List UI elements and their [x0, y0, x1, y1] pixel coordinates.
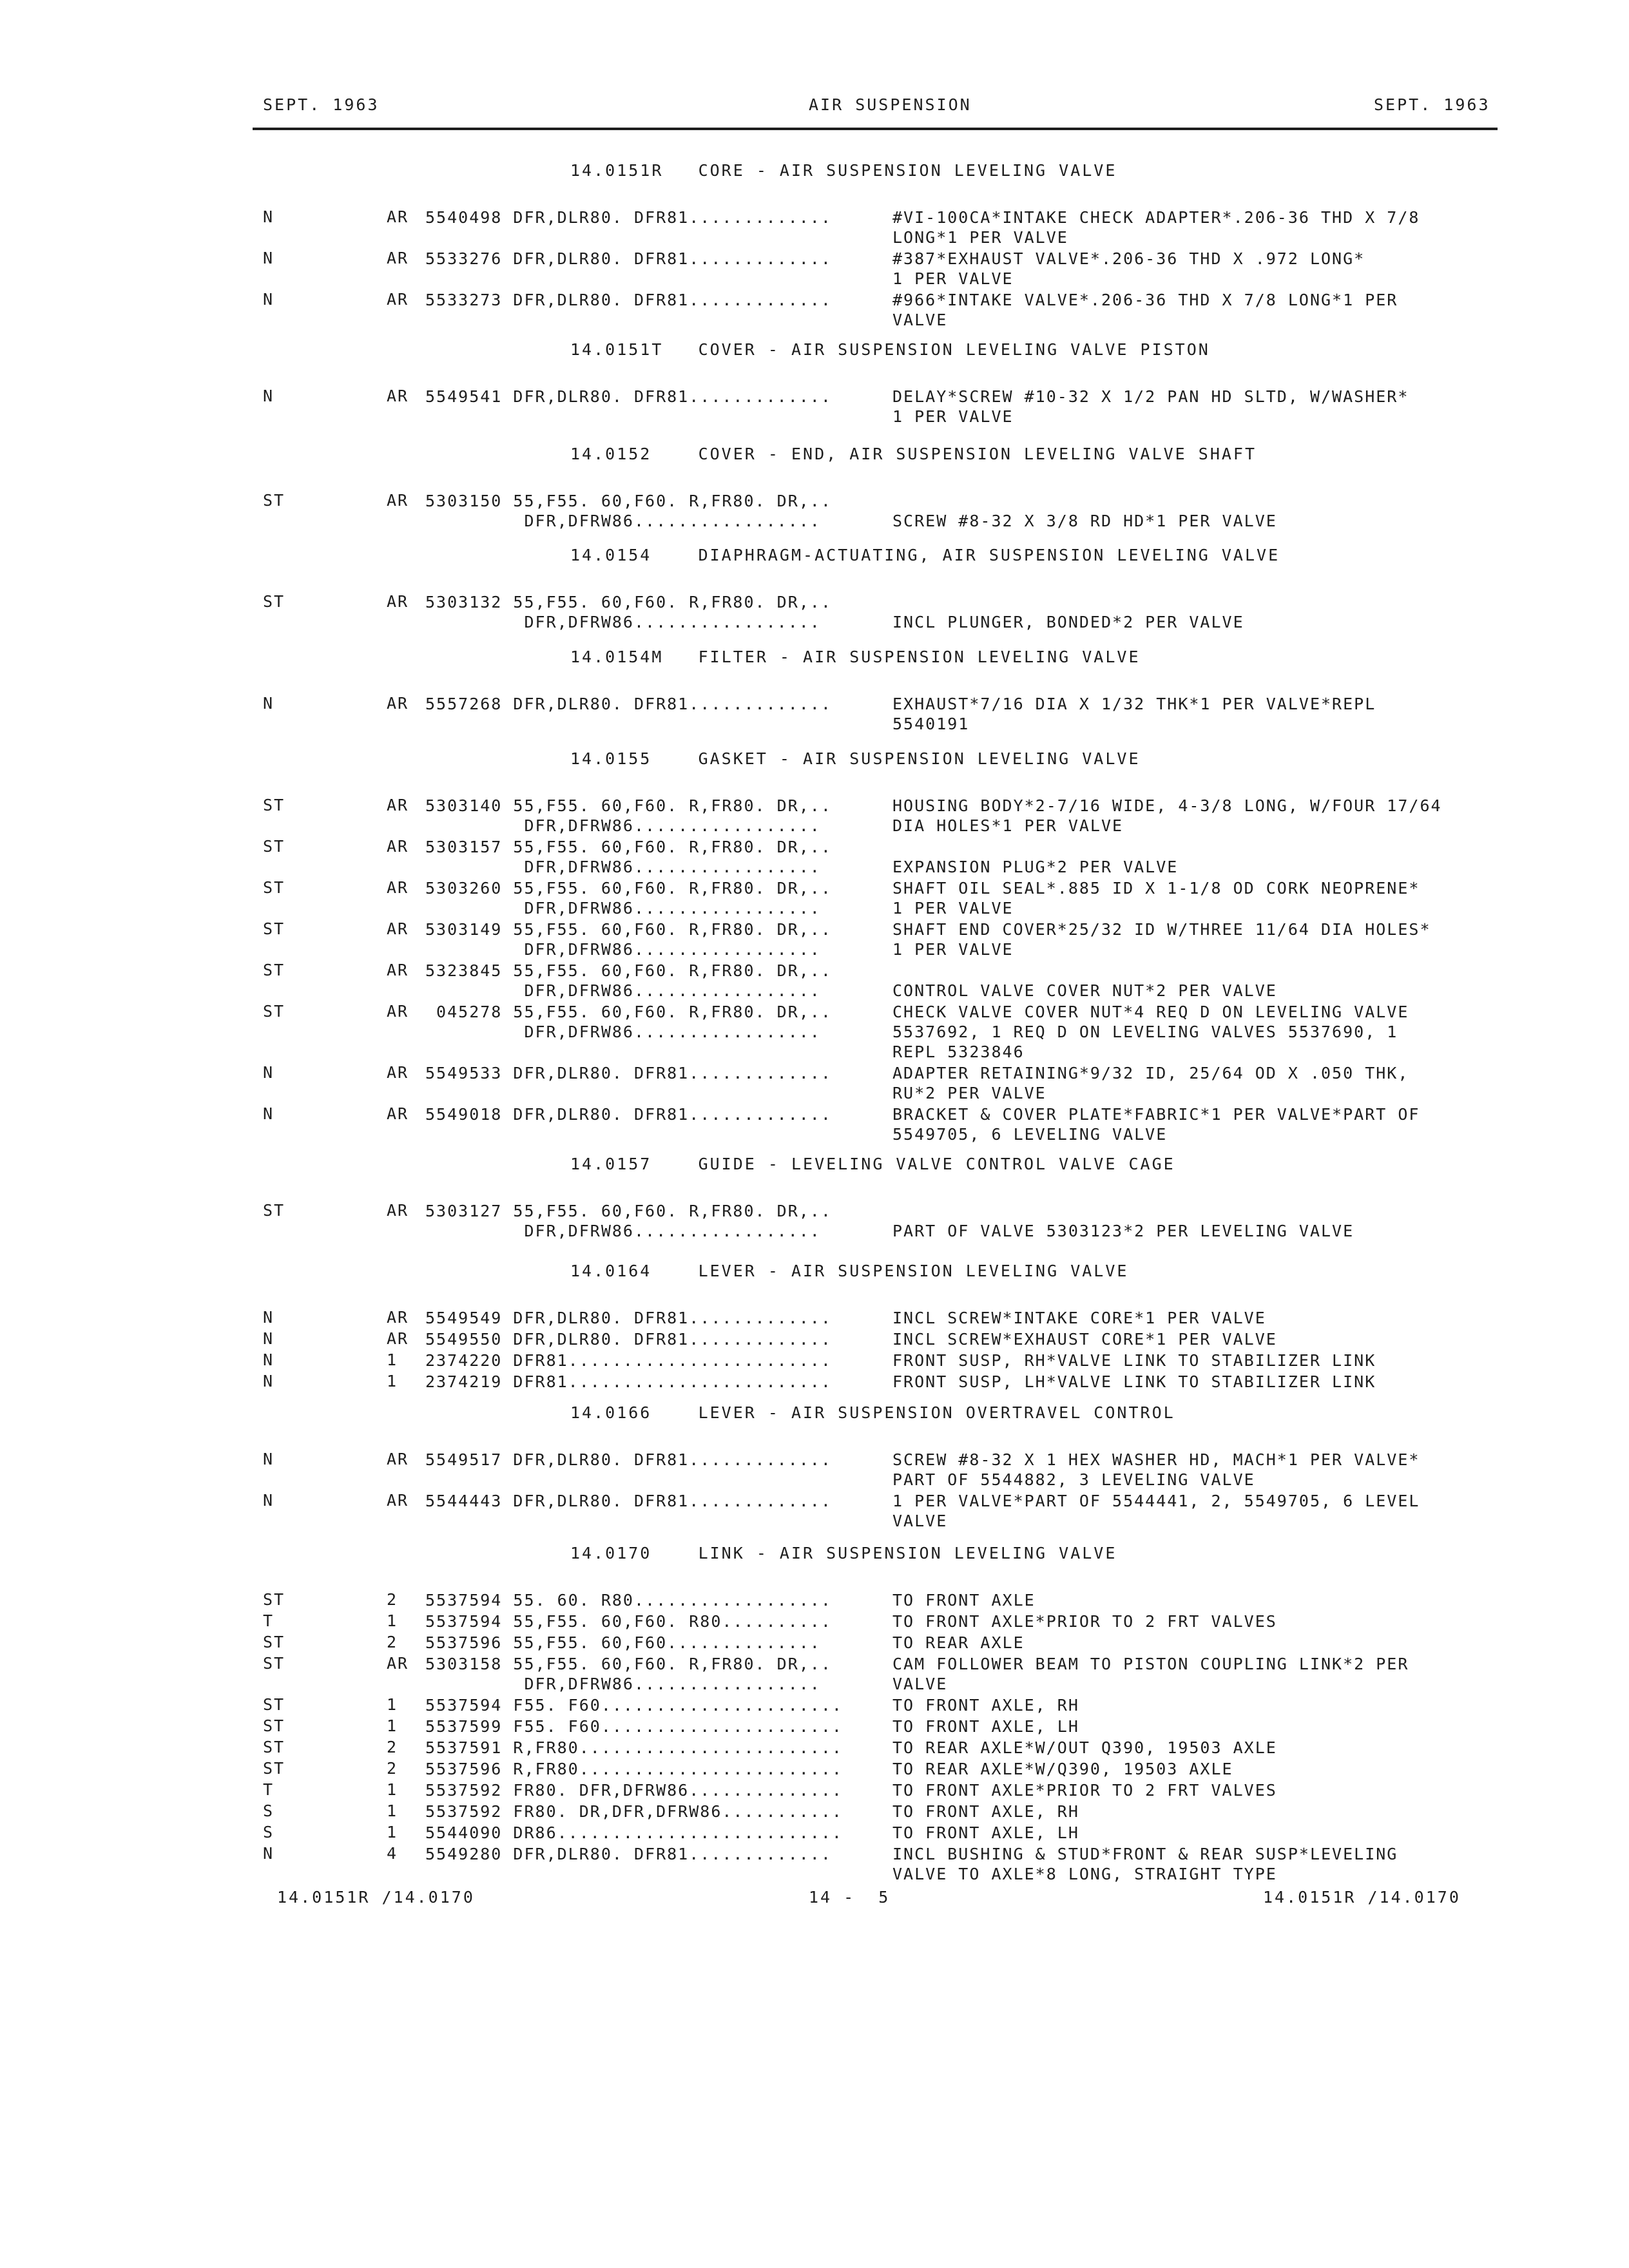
part-description [892, 1716, 1511, 1736]
part-description-line: TO FRONT AXLE [892, 1591, 1036, 1610]
part-description-line: 1 PER VALVE*PART OF 5544441, 2, 5549705, 6 LEVEL [892, 1492, 1420, 1510]
part-quantity: 1 [387, 1372, 398, 1390]
part-description-line: TO FRONT AXLE, RH [892, 1696, 1079, 1715]
section-title: 14.0151R CORE - AIR SUSPENSION LEVELING VALVE [570, 161, 1117, 180]
part-description [892, 1844, 1511, 1884]
part-number-line: 5540498 DFR,DLR80. DFR81............. [425, 208, 832, 227]
part-quantity: AR [387, 1201, 409, 1220]
part-description [892, 1329, 1511, 1349]
part-status-code: S [263, 1802, 275, 1820]
part-number-models [425, 1759, 876, 1779]
part-quantity: AR [387, 919, 409, 938]
part-description-line: 5549705, 6 LEVELING VALVE [892, 1125, 1168, 1144]
part-description-line: INCL SCREW*EXHAUST CORE*1 PER VALVE [892, 1330, 1277, 1349]
part-number-models [425, 1716, 876, 1736]
part-number-line: DFR,DFRW86................. [425, 512, 821, 530]
section-title: 14.0155 GASKET - AIR SUSPENSION LEVELING VALVE [570, 749, 1141, 768]
part-description-line: VALVE TO AXLE*8 LONG, STRAIGHT TYPE [892, 1865, 1277, 1883]
part-description-line: 1 PER VALVE [892, 407, 1014, 426]
part-status-code: ST [263, 1201, 285, 1220]
part-number-models [425, 1611, 876, 1631]
part-description [892, 1590, 1511, 1610]
part-description [892, 1063, 1511, 1103]
part-status-code: N [263, 1329, 275, 1348]
part-description-line: PART OF VALVE 5303123*2 PER LEVELING VALVE [892, 1222, 1354, 1240]
part-description-line: TO REAR AXLE [892, 1633, 1025, 1652]
part-description-line [892, 1201, 1511, 1221]
part-description [892, 961, 1511, 1001]
part-number-models [425, 207, 876, 227]
part-number-models [425, 290, 876, 310]
part-quantity: AR [387, 694, 409, 713]
part-description [892, 1654, 1511, 1694]
part-quantity: AR [387, 1308, 409, 1327]
part-quantity: AR [387, 592, 409, 611]
part-description-line: LONG*1 PER VALVE [892, 228, 1068, 247]
part-description [892, 796, 1511, 836]
part-number-line: 045278 55,F55. 60,F60. R,FR80. DR,.. [425, 1003, 832, 1021]
part-number-line: 5549517 DFR,DLR80. DFR81............. [425, 1450, 832, 1469]
part-number-line: 5549018 DFR,DLR80. DFR81............. [425, 1105, 832, 1124]
part-number-line: DFR,DFRW86................. [425, 899, 821, 918]
section-title: 14.0166 LEVER - AIR SUSPENSION OVERTRAVEL CONTROL [570, 1403, 1175, 1422]
part-quantity: 1 [387, 1780, 398, 1799]
part-status-code: N [263, 1844, 275, 1863]
section-title: 14.0154M FILTER - AIR SUSPENSION LEVELING VALVE [570, 648, 1141, 666]
part-status-code: T [263, 1780, 275, 1799]
part-number-models [425, 919, 876, 959]
section-title: 14.0170 LINK - AIR SUSPENSION LEVELING VALVE [570, 1544, 1117, 1562]
part-number-line: DFR,DFRW86................. [425, 613, 821, 631]
part-status-code: ST [263, 592, 285, 611]
part-quantity: 2 [387, 1738, 398, 1756]
part-description-line [892, 592, 1511, 612]
part-description-line: TO FRONT AXLE*PRIOR TO 2 FRT VALVES [892, 1612, 1277, 1631]
part-description-line: 5540191 [892, 715, 970, 733]
part-quantity: AR [387, 1104, 409, 1123]
part-status-code: N [263, 387, 275, 405]
part-description-line: #387*EXHAUST VALVE*.206-36 THD X .972 LONG* [892, 249, 1365, 268]
part-quantity: AR [387, 290, 409, 309]
part-quantity: AR [387, 961, 409, 979]
part-number-line: DFR,DFRW86................. [425, 816, 821, 835]
part-number-line: 5537594 F55. F60...................... [425, 1696, 843, 1715]
part-description-line: ADAPTER RETAINING*9/32 ID, 25/64 OD X .050 THK, [892, 1064, 1409, 1082]
part-quantity: AR [387, 387, 409, 405]
part-description-line: TO FRONT AXLE, LH [892, 1823, 1079, 1842]
part-description [892, 1695, 1511, 1715]
part-description [892, 1372, 1511, 1392]
section-title: 14.0157 GUIDE - LEVELING VALVE CONTROL VALVE CAGE [570, 1155, 1175, 1173]
part-number-line: 5537592 FR80. DFR,DFRW86.............. [425, 1781, 843, 1800]
part-quantity: 1 [387, 1716, 398, 1735]
part-status-code: N [263, 207, 275, 226]
part-description [892, 1104, 1511, 1144]
part-description [892, 1491, 1511, 1531]
header-date-left: SEPT. 1963 [263, 95, 380, 114]
part-number-models [425, 796, 876, 836]
part-description-line: SCREW #8-32 X 1 HEX WASHER HD, MACH*1 PER VALVE* [892, 1450, 1420, 1469]
part-description-line: 1 PER VALVE [892, 269, 1014, 288]
part-number-models [425, 1654, 876, 1694]
part-description-line: SCREW #8-32 X 3/8 RD HD*1 PER VALVE [892, 512, 1277, 530]
part-quantity: AR [387, 249, 409, 267]
part-number-models [425, 878, 876, 918]
part-status-code: ST [263, 1002, 285, 1021]
part-quantity: 2 [387, 1759, 398, 1778]
part-number-line: 5537596 55,F55. 60,F60.............. [425, 1633, 821, 1652]
part-number-models [425, 491, 876, 531]
part-status-code: N [263, 1372, 275, 1390]
part-description-line: DELAY*SCREW #10-32 X 1/2 PAN HD SLTD, W/WASHER* [892, 387, 1409, 406]
part-description [892, 1802, 1511, 1821]
header-title: AIR SUSPENSION [809, 95, 972, 114]
part-status-code: N [263, 1350, 275, 1369]
part-number-line: 5303260 55,F55. 60,F60. R,FR80. DR,.. [425, 879, 832, 898]
part-description [892, 1201, 1511, 1241]
part-number-line: DFR,DFRW86................. [425, 1023, 821, 1041]
part-quantity: AR [387, 1491, 409, 1510]
part-description-line: INCL SCREW*INTAKE CORE*1 PER VALVE [892, 1309, 1266, 1327]
part-number-line: 5303157 55,F55. 60,F60. R,FR80. DR,.. [425, 838, 832, 856]
part-number-models [425, 837, 876, 877]
part-number-line: 5549541 DFR,DLR80. DFR81............. [425, 387, 832, 406]
part-description [892, 1308, 1511, 1328]
part-description-line: INCL BUSHING & STUD*FRONT & REAR SUSP*LEVELING [892, 1845, 1398, 1863]
part-description-line: SHAFT END COVER*25/32 ID W/THREE 11/64 DIA HOLES* [892, 920, 1431, 939]
part-number-line: 5537594 55. 60. R80.................. [425, 1591, 832, 1610]
part-description-line: CHECK VALVE COVER NUT*4 REQ D ON LEVELING VALVE [892, 1003, 1409, 1021]
part-quantity: 1 [387, 1611, 398, 1630]
part-number-line: 5303149 55,F55. 60,F60. R,FR80. DR,.. [425, 920, 832, 939]
part-number-models [425, 1350, 876, 1370]
part-status-code: ST [263, 1590, 285, 1609]
part-description [892, 1611, 1511, 1631]
footer-range-left: 14.0151R /14.0170 [277, 1888, 475, 1907]
part-description [892, 694, 1511, 734]
part-description-line: CONTROL VALVE COVER NUT*2 PER VALVE [892, 981, 1277, 1000]
part-description-line: #966*INTAKE VALVE*.206-36 THD X 7/8 LONG*1 PER [892, 291, 1398, 309]
part-quantity: AR [387, 207, 409, 226]
part-quantity: 1 [387, 1802, 398, 1820]
part-description-line: EXHAUST*7/16 DIA X 1/32 THK*1 PER VALVE*REPL [892, 695, 1376, 713]
part-description-line: TO REAR AXLE*W/Q390, 19503 AXLE [892, 1760, 1233, 1778]
part-quantity: 1 [387, 1823, 398, 1841]
part-number-models [425, 1308, 876, 1328]
part-status-code: ST [263, 1633, 285, 1651]
part-number-models [425, 1063, 876, 1083]
section-title: 14.0151T COVER - AIR SUSPENSION LEVELING VALVE PISTON [570, 340, 1210, 359]
part-number-line: DFR,DFRW86................. [425, 858, 821, 876]
part-description [892, 1759, 1511, 1779]
part-status-code: N [263, 290, 275, 309]
part-description-line [892, 837, 1511, 857]
part-description-line: #VI-100CA*INTAKE CHECK ADAPTER*.206-36 THD X 7/8 [892, 208, 1420, 227]
part-number-line: 5549550 DFR,DLR80. DFR81............. [425, 1330, 832, 1349]
part-status-code: N [263, 1104, 275, 1123]
part-description [892, 878, 1511, 918]
part-quantity: 2 [387, 1590, 398, 1609]
part-description-line: PART OF 5544882, 3 LEVELING VALVE [892, 1470, 1255, 1489]
part-description [892, 1002, 1511, 1062]
footer-page-number: 14 - 5 [809, 1888, 891, 1907]
part-number-line: 5303158 55,F55. 60,F60. R,FR80. DR,.. [425, 1655, 832, 1673]
part-number-models [425, 1491, 876, 1511]
part-description-line: SHAFT OIL SEAL*.885 ID X 1-1/8 OD CORK NEOPRENE* [892, 879, 1420, 898]
part-description [892, 837, 1511, 877]
part-status-code: N [263, 1491, 275, 1510]
part-description-line: TO FRONT AXLE, LH [892, 1717, 1079, 1736]
part-number-line: 5537596 R,FR80........................ [425, 1760, 843, 1778]
part-quantity: AR [387, 1002, 409, 1021]
part-status-code: ST [263, 1738, 285, 1756]
part-number-models [425, 1780, 876, 1800]
part-description-line: REPL 5323846 [892, 1043, 1025, 1061]
part-description-line: TO FRONT AXLE, RH [892, 1802, 1079, 1821]
part-description-line: HOUSING BODY*2-7/16 WIDE, 4-3/8 LONG, W/FOUR 17/64 [892, 796, 1442, 815]
part-number-line: 5303127 55,F55. 60,F60. R,FR80. DR,.. [425, 1202, 832, 1220]
part-status-code: ST [263, 491, 285, 510]
part-status-code: N [263, 1308, 275, 1327]
part-quantity: AR [387, 837, 409, 856]
part-status-code: ST [263, 1695, 285, 1714]
part-description-line: VALVE [892, 1512, 948, 1530]
part-quantity: AR [387, 491, 409, 510]
part-number-models [425, 249, 876, 269]
part-number-line: 5544090 DR86.......................... [425, 1823, 843, 1842]
part-description [892, 207, 1511, 247]
part-description [892, 1738, 1511, 1758]
section-title: 14.0152 COVER - END, AIR SUSPENSION LEVELING VALVE SHAFT [570, 445, 1257, 463]
part-number-models [425, 694, 876, 714]
part-description-line: BRACKET & COVER PLATE*FABRIC*1 PER VALVE*PART OF [892, 1105, 1420, 1124]
part-number-line: 5537592 FR80. DR,DFR,DFRW86........... [425, 1802, 843, 1821]
part-description-line: 5537692, 1 REQ D ON LEVELING VALVES 5537690, 1 [892, 1023, 1398, 1041]
part-number-line: 5533276 DFR,DLR80. DFR81............. [425, 249, 832, 268]
part-status-code: ST [263, 1759, 285, 1778]
part-description-line [892, 961, 1511, 981]
part-number-line: 5533273 DFR,DLR80. DFR81............. [425, 291, 832, 309]
header-rule [253, 128, 1498, 130]
part-number-models [425, 1590, 876, 1610]
part-number-line: 5537599 F55. F60...................... [425, 1717, 843, 1736]
part-description [892, 387, 1511, 427]
part-quantity: 1 [387, 1350, 398, 1369]
part-description [892, 249, 1511, 289]
part-number-line: 5549533 DFR,DLR80. DFR81............. [425, 1064, 832, 1082]
part-status-code: ST [263, 1716, 285, 1735]
part-description-line: EXPANSION PLUG*2 PER VALVE [892, 858, 1179, 876]
part-number-models [425, 592, 876, 632]
part-number-line: 2374220 DFR81........................ [425, 1351, 832, 1370]
part-number-line: 5303140 55,F55. 60,F60. R,FR80. DR,.. [425, 796, 832, 815]
part-number-line: 2374219 DFR81........................ [425, 1372, 832, 1391]
part-number-line: 5537591 R,FR80........................ [425, 1738, 843, 1757]
part-number-line: 5303150 55,F55. 60,F60. R,FR80. DR,.. [425, 492, 832, 510]
footer-range-right: 14.0151R /14.0170 [1263, 1888, 1461, 1907]
part-description [892, 1780, 1511, 1800]
part-status-code: T [263, 1611, 275, 1630]
part-description-line: 1 PER VALVE [892, 899, 1014, 918]
part-description [892, 1350, 1511, 1370]
part-description [892, 1450, 1511, 1490]
part-status-code: S [263, 1823, 275, 1841]
part-description [892, 1823, 1511, 1843]
part-number-line: 5549549 DFR,DLR80. DFR81............. [425, 1309, 832, 1327]
part-description [892, 290, 1511, 330]
part-description [892, 592, 1511, 632]
part-quantity: 2 [387, 1633, 398, 1651]
part-number-line: 5557268 DFR,DLR80. DFR81............. [425, 695, 832, 713]
part-status-code: ST [263, 837, 285, 856]
part-description-line: FRONT SUSP, RH*VALVE LINK TO STABILIZER LINK [892, 1351, 1376, 1370]
part-number-models [425, 387, 876, 407]
part-number-models [425, 961, 876, 1001]
part-status-code: ST [263, 961, 285, 979]
part-status-code: ST [263, 878, 285, 897]
part-number-models [425, 1802, 876, 1821]
part-number-models [425, 1695, 876, 1715]
section-title: 14.0154 DIAPHRAGM-ACTUATING, AIR SUSPENSION LEVELING VALVE [570, 546, 1280, 564]
part-quantity: AR [387, 1063, 409, 1082]
part-number-line: 5323845 55,F55. 60,F60. R,FR80. DR,.. [425, 961, 832, 980]
part-number-line: 5549280 DFR,DLR80. DFR81............. [425, 1845, 832, 1863]
part-quantity: 1 [387, 1695, 398, 1714]
part-description-line: VALVE [892, 1675, 948, 1693]
part-number-line: DFR,DFRW86................. [425, 1222, 821, 1240]
part-status-code: ST [263, 1654, 285, 1673]
part-status-code: N [263, 694, 275, 713]
part-status-code: N [263, 1063, 275, 1082]
header-date-right: SEPT. 1963 [1374, 95, 1490, 114]
part-number-line: DFR,DFRW86................. [425, 981, 821, 1000]
part-number-line: 5544443 DFR,DLR80. DFR81............. [425, 1492, 832, 1510]
part-quantity: AR [387, 796, 409, 814]
part-description-line: DIA HOLES*1 PER VALVE [892, 816, 1124, 835]
part-quantity: AR [387, 1654, 409, 1673]
part-number-models [425, 1201, 876, 1241]
part-number-models [425, 1823, 876, 1843]
part-number-models [425, 1104, 876, 1124]
part-quantity: AR [387, 1329, 409, 1348]
part-number-models [425, 1002, 876, 1042]
part-description [892, 491, 1511, 531]
part-description-line: INCL PLUNGER, BONDED*2 PER VALVE [892, 613, 1244, 631]
part-quantity: 4 [387, 1844, 398, 1863]
part-description-line: TO REAR AXLE*W/OUT Q390, 19503 AXLE [892, 1738, 1277, 1757]
part-number-models [425, 1450, 876, 1470]
part-status-code: ST [263, 796, 285, 814]
part-status-code: N [263, 1450, 275, 1468]
part-description [892, 919, 1511, 959]
part-description-line: CAM FOLLOWER BEAM TO PISTON COUPLING LINK*2 PER [892, 1655, 1409, 1673]
section-title: 14.0164 LEVER - AIR SUSPENSION LEVELING VALVE [570, 1262, 1129, 1280]
part-number-models [425, 1329, 876, 1349]
part-quantity: AR [387, 1450, 409, 1468]
part-status-code: ST [263, 919, 285, 938]
part-description-line: FRONT SUSP, LH*VALVE LINK TO STABILIZER LINK [892, 1372, 1376, 1391]
part-number-models [425, 1844, 876, 1864]
part-description [892, 1633, 1511, 1653]
part-description-line: TO FRONT AXLE*PRIOR TO 2 FRT VALVES [892, 1781, 1277, 1800]
part-number-line: 5303132 55,F55. 60,F60. R,FR80. DR,.. [425, 593, 832, 611]
part-number-models [425, 1372, 876, 1392]
part-description-line: RU*2 PER VALVE [892, 1084, 1046, 1102]
part-number-line: DFR,DFRW86................. [425, 1675, 821, 1693]
part-description-line: 1 PER VALVE [892, 940, 1014, 959]
part-description-line [892, 491, 1511, 511]
part-number-line: DFR,DFRW86................. [425, 940, 821, 959]
part-number-models [425, 1633, 876, 1653]
part-description-line: VALVE [892, 311, 948, 329]
part-status-code: N [263, 249, 275, 267]
part-number-models [425, 1738, 876, 1758]
part-number-line: 5537594 55,F55. 60,F60. R80.......... [425, 1612, 832, 1631]
part-quantity: AR [387, 878, 409, 897]
